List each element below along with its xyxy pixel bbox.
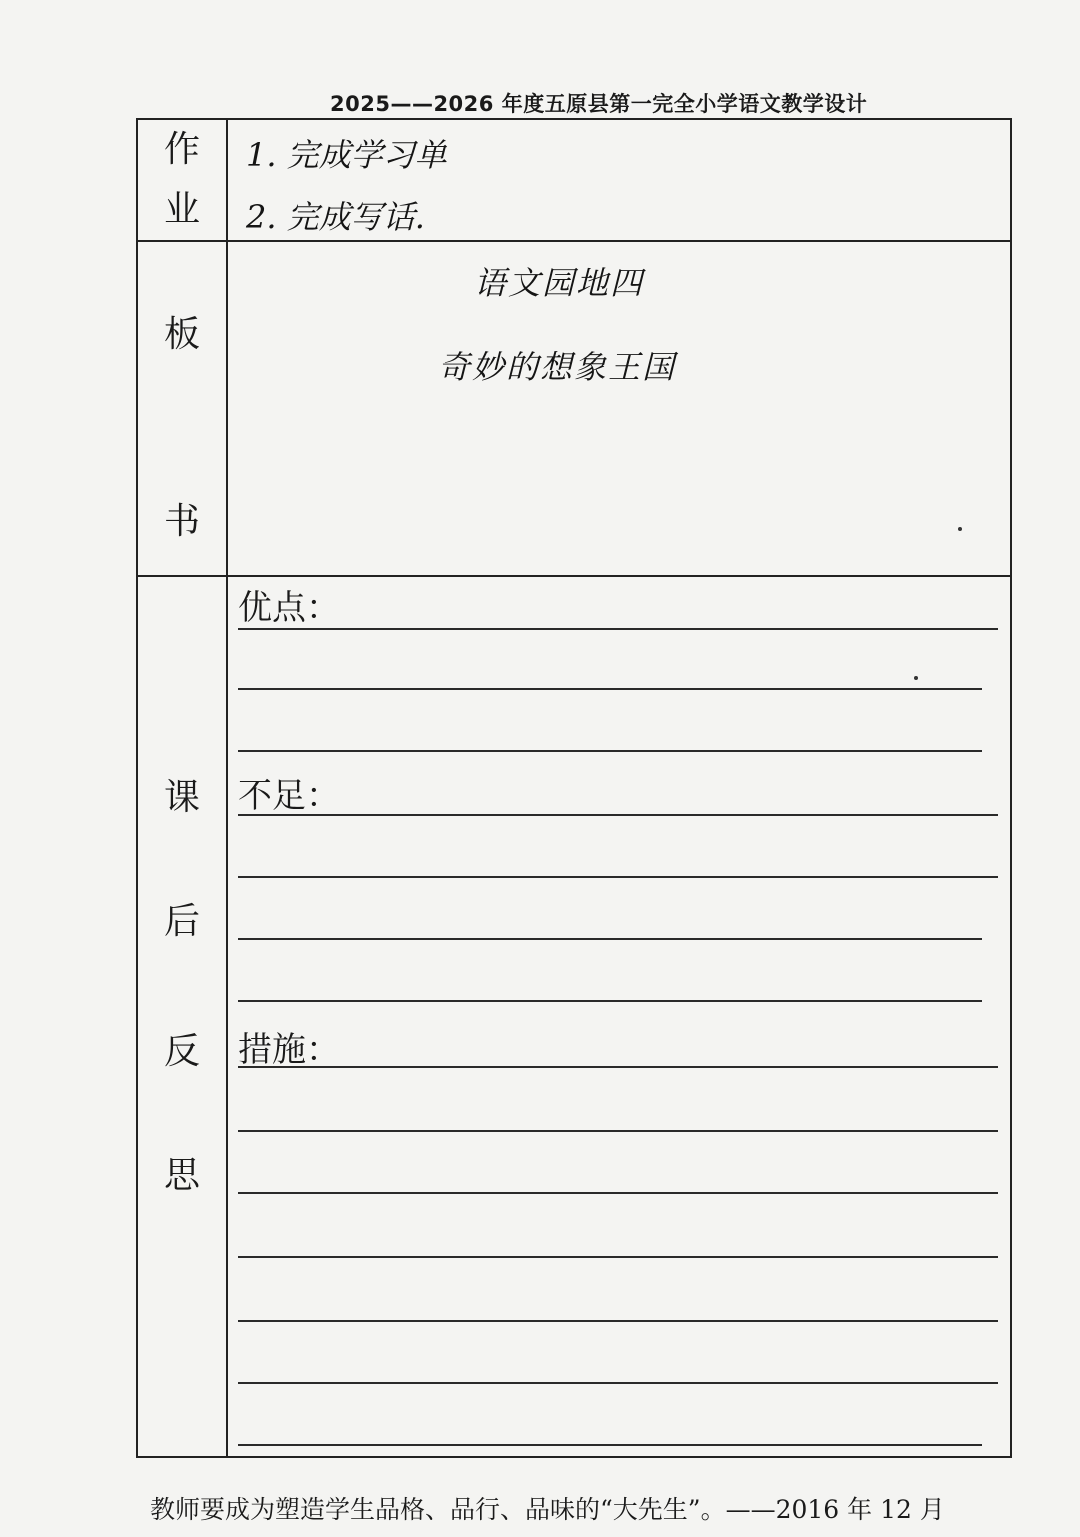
board-row-divider	[138, 575, 1010, 577]
measures-label: 措施：	[238, 1030, 340, 1070]
scan-speck	[958, 527, 962, 531]
homework-item-1: 1. 完成学习单	[246, 136, 447, 174]
weaknesses-line-1	[238, 814, 998, 816]
weaknesses-line-3	[238, 938, 982, 940]
reflection-label-char-1: 课	[163, 777, 200, 818]
scan-speck-2	[914, 676, 918, 680]
reflection-label-char-4: 思	[163, 1155, 200, 1196]
lesson-plan-table	[136, 118, 1012, 1458]
measures-line-7	[238, 1444, 982, 1446]
strengths-label: 优点：	[238, 588, 340, 628]
homework-label-char-1: 作	[163, 129, 200, 170]
board-title: 语文园地四	[474, 264, 645, 302]
page-title: 2025——2026 年度五原县第一完全小学语文教学设计	[330, 92, 868, 116]
reflection-label-char-3: 反	[163, 1031, 200, 1072]
measures-line-5	[238, 1320, 998, 1322]
weaknesses-label: 不足：	[238, 776, 340, 816]
measures-line-2	[238, 1130, 998, 1132]
homework-row-divider	[138, 240, 1010, 242]
measures-line-6	[238, 1382, 998, 1384]
measures-line-3	[238, 1192, 998, 1194]
homework-item-2: 2. 完成写话.	[246, 198, 425, 236]
measures-line-1	[238, 1066, 998, 1068]
strengths-line-1	[238, 628, 998, 630]
weaknesses-line-4	[238, 1000, 982, 1002]
strengths-line-2	[238, 688, 982, 690]
reflection-label-char-2: 后	[163, 901, 200, 942]
measures-line-4	[238, 1256, 998, 1258]
label-column-divider	[226, 120, 228, 1456]
weaknesses-line-2	[238, 876, 998, 878]
homework-label-char-2: 业	[163, 189, 200, 230]
board-label-char-1: 板	[163, 314, 200, 355]
board-label-char-2: 书	[163, 501, 200, 542]
footer-quote: 教师要成为塑造学生品格、品行、品味的“大先生”。——2016 年 12 月	[150, 1495, 945, 1524]
board-subtitle: 奇妙的想象王国	[438, 348, 677, 386]
strengths-line-3	[238, 750, 982, 752]
